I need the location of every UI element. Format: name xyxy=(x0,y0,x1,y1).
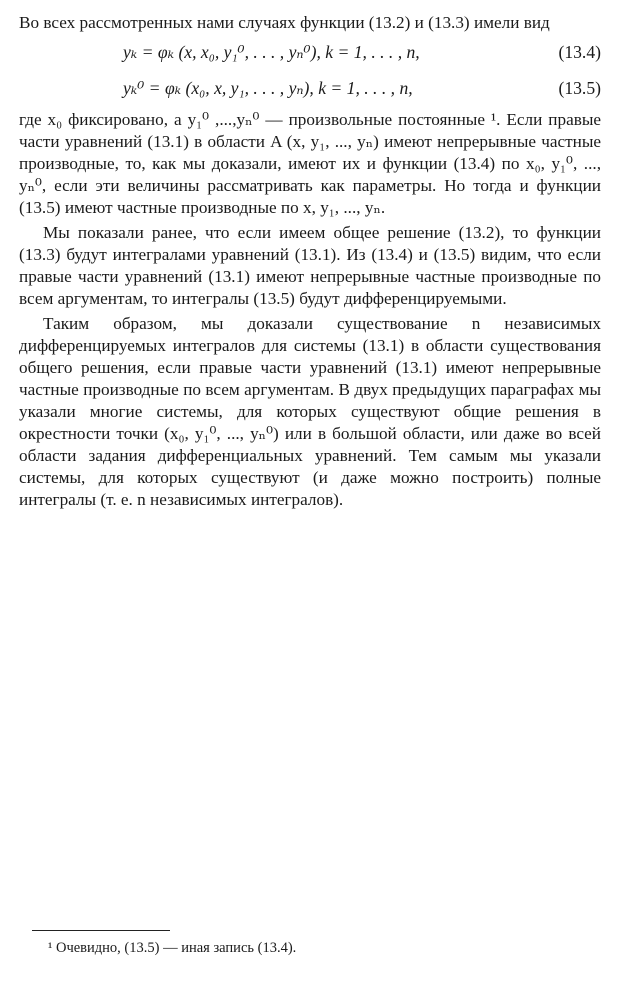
equation-13-5 xyxy=(19,70,601,106)
page-body xyxy=(19,12,601,511)
equation-number: (13.5) xyxy=(558,78,601,98)
footnote-divider xyxy=(32,930,170,931)
paragraph-conclusion: Таким образом, мы доказали существование n независимых дифференцируемых интегралов для системы (13.1) в области существования общего решения, если правые части уравнений (13.1) имеют непрерывные частные производные по всем аргументам. В двух предыдущих параграфах мы указали многие системы, для которых существуют общие решения в окрестности точки (x₀, y₁⁰, ..., yₙ⁰) или в большой области, или даже во всей области задания дифференциальных уравнений. Тем самым мы указали системы, для которых существуют (и даже можно построить) полные интегралы (т. е. n независимых интегралов). xyxy=(19,314,601,509)
equation-formula: yₖ = φₖ (x, x₀, y₁⁰, . . . , yₙ⁰), k = 1, . . . , n, xyxy=(123,42,420,62)
paragraph-intro: Во всех рассмотренных нами случаях функции (13.2) и (13.3) имели вид xyxy=(19,13,550,32)
footnote: ¹ Очевидно, (13.5) — иная запись (13.4). xyxy=(48,940,297,956)
equation-13-4 xyxy=(19,34,601,70)
paragraph-constants: где x₀ фиксировано, а y₁⁰ ,...,yₙ⁰ — произвольные постоянные ¹. Если правые части уравнений (13.1) в области A (x, y₁, ..., yₙ) имеют непрерывные частные производные, то, как мы доказали, имеют их и функции (13.4) по x₀, y₁⁰, ..., yₙ⁰, если эти величины рассматривать как параметры. Но тогда и функции (13.5) имеют частные производные по x, y₁, ..., yₙ. xyxy=(19,110,601,217)
equation-number: (13.4) xyxy=(558,42,601,62)
equation-formula: yₖ⁰ = φₖ (x₀, x, y₁, . . . , yₙ), k = 1, . . . , n, xyxy=(123,78,413,98)
paragraph-integrals: Мы показали ранее, что если имеем общее решение (13.2), то функции (13.3) будут интегралами уравнений (13.1). Из (13.4) и (13.5) видим, что если правые части уравнений (13.1) имеют непрерывные частные производные по всем аргументам, то интегралы (13.5) будут дифференцируемыми. xyxy=(19,223,601,308)
